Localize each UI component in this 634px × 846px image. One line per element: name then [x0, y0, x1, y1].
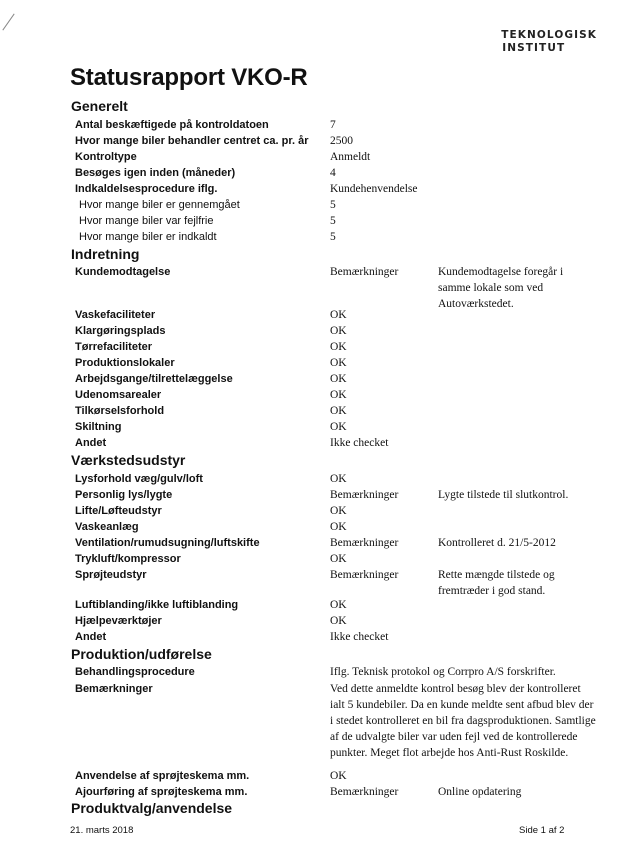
row-value: OK: [330, 770, 347, 782]
table-row: [0, 197, 634, 213]
row-label: Tørrefaciliteter: [75, 341, 153, 353]
row-value: 4: [330, 167, 336, 179]
row-value: OK: [330, 521, 347, 533]
table-row: [0, 403, 634, 419]
page-title: Statusrapport VKO-R: [70, 64, 308, 91]
row-label: Personlig lys/lygte: [75, 489, 173, 501]
row-label: Ventilation/rumudsugning/luftskifte: [75, 537, 260, 549]
row-label: Andet: [75, 631, 107, 643]
row-label: Kontroltype: [75, 151, 137, 163]
row-label: Hjælpeværktøjer: [75, 615, 162, 627]
table-row: [0, 784, 634, 800]
row-label: Kundemodtagelse: [75, 266, 171, 278]
section-vaerkstedsudstyr: Værkstedsudstyr: [71, 452, 186, 468]
row-label: Vaskeanlæg: [75, 521, 139, 533]
table-row: [0, 471, 634, 487]
row-label: Besøges igen inden (måneder): [75, 167, 236, 179]
row-note: Kontrolleret d. 21/5-2012: [438, 537, 556, 549]
row-label: Trykluft/kompressor: [75, 553, 181, 565]
table-row: [0, 567, 634, 597]
row-label: Andet: [75, 437, 107, 449]
row-value: 7: [330, 119, 336, 131]
row-value: 5: [330, 231, 336, 243]
section-produktion: Produktion/udførelse: [71, 646, 212, 662]
table-row: [0, 519, 634, 535]
row-value: Ikke checket: [330, 437, 389, 449]
table-row: [0, 371, 634, 387]
row-note: Rette mængde tilstede og fremtræder i god stand.: [438, 569, 555, 597]
table-row: [0, 165, 634, 181]
row-value: 2500: [330, 135, 353, 147]
row-label: Arbejdsgange/tilrettelæggelse: [75, 373, 233, 385]
row-label: Skiltning: [75, 421, 122, 433]
table-row: [0, 768, 634, 784]
table-row: [0, 613, 634, 629]
table-row: [0, 323, 634, 339]
table-row: [0, 503, 634, 519]
table-row: [0, 487, 634, 503]
section-generelt: Generelt: [71, 98, 128, 114]
row-label: Tilkørselsforhold: [75, 405, 165, 417]
row-value: OK: [330, 421, 347, 433]
row-note: Lygte tilstede til slutkontrol.: [438, 489, 569, 501]
teknologisk-institut-logo: TEKNOLOGISK INSTITUT: [501, 29, 597, 54]
row-label: Produktionslokaler: [75, 357, 175, 369]
table-row: [0, 387, 634, 403]
row-value: Bemærkninger: [330, 266, 399, 278]
row-value: OK: [330, 373, 347, 385]
row-value: OK: [330, 553, 347, 565]
row-value: OK: [330, 389, 347, 401]
section-indretning: Indretning: [71, 246, 140, 262]
row-value: 5: [330, 215, 336, 227]
footer-page-number: Side 1 af 2: [519, 825, 565, 836]
table-row: [0, 213, 634, 229]
table-row: [0, 117, 634, 133]
table-row: [0, 551, 634, 567]
row-value: Bemærkninger: [330, 537, 399, 549]
row-label: Luftiblanding/ikke luftiblanding: [75, 599, 239, 611]
row-label: Lysforhold væg/gulv/loft: [75, 473, 203, 485]
table-row: [0, 419, 634, 435]
row-value: OK: [330, 357, 347, 369]
row-label: Vaskefaciliteter: [75, 309, 156, 321]
table-row: [0, 339, 634, 355]
table-row: [0, 307, 634, 323]
row-value: 5: [330, 199, 336, 211]
row-note: Kundemodtagelse foregår i samme lokale som ved Autoværkstedet.: [438, 266, 564, 310]
row-label: Anvendelse af sprøjteskema mm.: [75, 770, 250, 782]
row-value: Kundehenvendelse: [330, 183, 418, 195]
row-label: Hvor mange biler behandler centret ca. pr. år: [75, 135, 309, 147]
row-value: Ved dette anmeldte kontrol besøg blev der kontrolleret ialt 5 kundebiler. Da en kunde meldte sent afbud blev der i stedet kontrolleret en bil fra dagsproduktionen. Samtlige af de udvalgte biler var uden fejl ved de kontrollerede punkter. Meget flot arbejde hos Anti-Rust Roskilde.: [330, 683, 596, 759]
row-value: OK: [330, 309, 347, 321]
table-row: [0, 181, 634, 197]
pen-mark: [2, 14, 14, 31]
table-row: [0, 597, 634, 613]
table-row: [0, 264, 634, 310]
row-value: Bemærkninger: [330, 489, 399, 501]
table-row: [0, 149, 634, 165]
table-row: [0, 629, 634, 645]
row-value: OK: [330, 473, 347, 485]
row-label: Udenomsarealer: [75, 389, 162, 401]
row-value: Bemærkninger: [330, 786, 399, 798]
row-label: Hvor mange biler er gennemgået: [79, 199, 240, 211]
row-value: Iflg. Teknisk protokol og Corrpro A/S forskrifter.: [330, 666, 556, 678]
row-label: Lifte/Løfteudstyr: [75, 505, 162, 517]
table-row: [0, 355, 634, 371]
table-row: [0, 133, 634, 149]
row-label: Indkaldelsesprocedure iflg.: [75, 183, 218, 195]
row-label: Ajourføring af sprøjteskema mm.: [75, 786, 248, 798]
row-value: OK: [330, 615, 347, 627]
row-label: Antal beskæftigede på kontroldatoen: [75, 119, 269, 131]
row-label: Hvor mange biler var fejlfrie: [79, 215, 214, 227]
row-value: OK: [330, 341, 347, 353]
section-produktvalg: Produktvalg/anvendelse: [71, 800, 233, 816]
row-value: Anmeldt: [330, 151, 371, 163]
footer-date: 21. marts 2018: [70, 825, 134, 836]
table-row: [0, 229, 634, 245]
row-value: OK: [330, 505, 347, 517]
row-label: Hvor mange biler er indkaldt: [79, 231, 217, 243]
row-value: OK: [330, 325, 347, 337]
row-value: Bemærkninger: [330, 569, 399, 581]
table-row: [0, 664, 634, 680]
table-row: [0, 535, 634, 551]
row-label: Sprøjteudstyr: [75, 569, 147, 581]
row-label: Klargøringsplads: [75, 325, 166, 337]
table-row: [0, 435, 634, 451]
row-label: Bemærkninger: [75, 683, 153, 695]
row-note: Online opdatering: [438, 786, 522, 798]
row-value: Ikke checket: [330, 631, 389, 643]
row-value: OK: [330, 405, 347, 417]
row-value: OK: [330, 599, 347, 611]
table-row: [0, 681, 634, 759]
row-label: Behandlingsprocedure: [75, 666, 195, 678]
